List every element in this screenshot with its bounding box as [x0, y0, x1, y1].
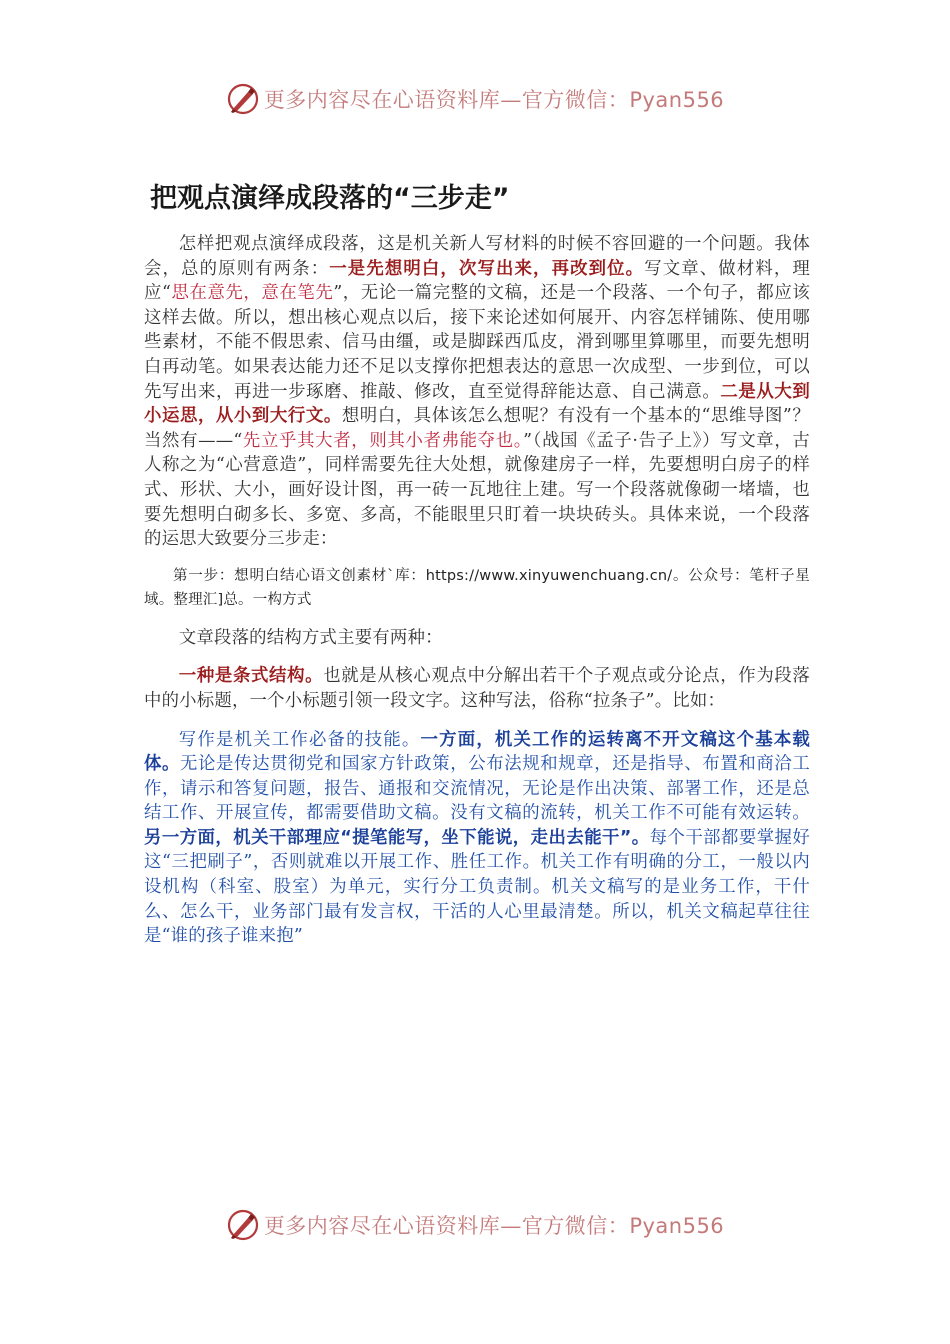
paragraph-intro: 怎样把观点演绎成段落，这是机关新人写材料的时候不容回避的一个问题。我体会，总的原则有两条：一是先想明白，次写出来，再改到位。写文章、做材料，理应“思在意先，意在笔先”，无论一篇完整的文稿，还是一个段落、一个句子，都应该这样去做。所以，想出核心观点以后，接下来论述如何展开、内容怎样铺陈、使用哪些素材，不能不假思索、信马由缰，或是脚踩西瓜皮，滑到哪里算哪里，而要先想明白再动笔。如果表达能力还不足以支撑你把想表达的意思一次成型、一步到位，可以先写出来，再进一步琢磨、推敲、修改，直至觉得辞能达意、自己满意。二是从大到小运思，从小到大行文。想明白，具体该怎么想呢？有没有一个基本的“思维导图”？当然有——“先立乎其大者，则其小者弗能夺也。”（战国《孟子·告子上》）写文章，古人称之为“心营意造”，同样需要先往大处想，就像建房子一样，先要想明白房子的样式、形状、大小，画好设计图，再一砖一瓦地往上建。写一个段落就像砌一堵墙，也要先想明白砌多长、多宽、多高，不能眼里只盯着一块块砖头。具体来说，一个段落的运思大致要分三步走： — [144, 234, 810, 550]
paragraph-step-one: 第一步：想明白结心语文创素材`库：https://www.xinyuwenchuang.cn/。公众号：笔杆子星域。整理汇]总。一构方式 — [144, 567, 810, 608]
page-title: 把观点演绎成段落的“三步走” — [150, 183, 510, 214]
header-banner — [0, 82, 950, 116]
document-body — [144, 232, 810, 949]
pen-logo-icon — [226, 82, 260, 116]
banner-text: 更多内容尽在心语资料库—官方微信：Pyan556 — [263, 1214, 725, 1238]
pen-logo-icon — [226, 1208, 260, 1242]
paragraph-structure-intro: 文章段落的结构方式主要有两种： — [178, 627, 443, 648]
paragraph-list-structure: 一种是条式结构。也就是从核心观点中分解出若干个子观点或分论点，作为段落中的小标题，一个小标题引领一段文字。这种写法，俗称“拉条子”。比如： — [144, 666, 811, 711]
banner-text: 更多内容尽在心语资料库—官方微信：Pyan556 — [263, 88, 725, 112]
paragraph-example: 写作是机关工作必备的技能。一方面，机关工作的运转离不开文稿这个基本载体。无论是传达贯彻党和国家方针政策，公布法规和规章，还是指导、布置和商洽工作，请示和答复问题，报告、通报和交流情况，无论是作出决策、部署工作，还是总结工作、开展宣传，都需要借助文稿。没有文稿的流转，机关工作不可能有效运转。另一方面，机关干部理应“提笔能写，坐下能说，走出去能干”。每个干部都要掌握好这“三把刷子”，否则就难以开展工作、胜任工作。机关工作有明确的分工，一般以内设机构（科室、股室）为单元，实行分工负责制。机关文稿写的是业务工作，干什么、怎么干，业务部门最有发言权，干活的人心里最清楚。所以，机关文稿起草往往是“谁的孩子谁来抱” — [144, 729, 811, 947]
footer-banner — [0, 1208, 950, 1242]
